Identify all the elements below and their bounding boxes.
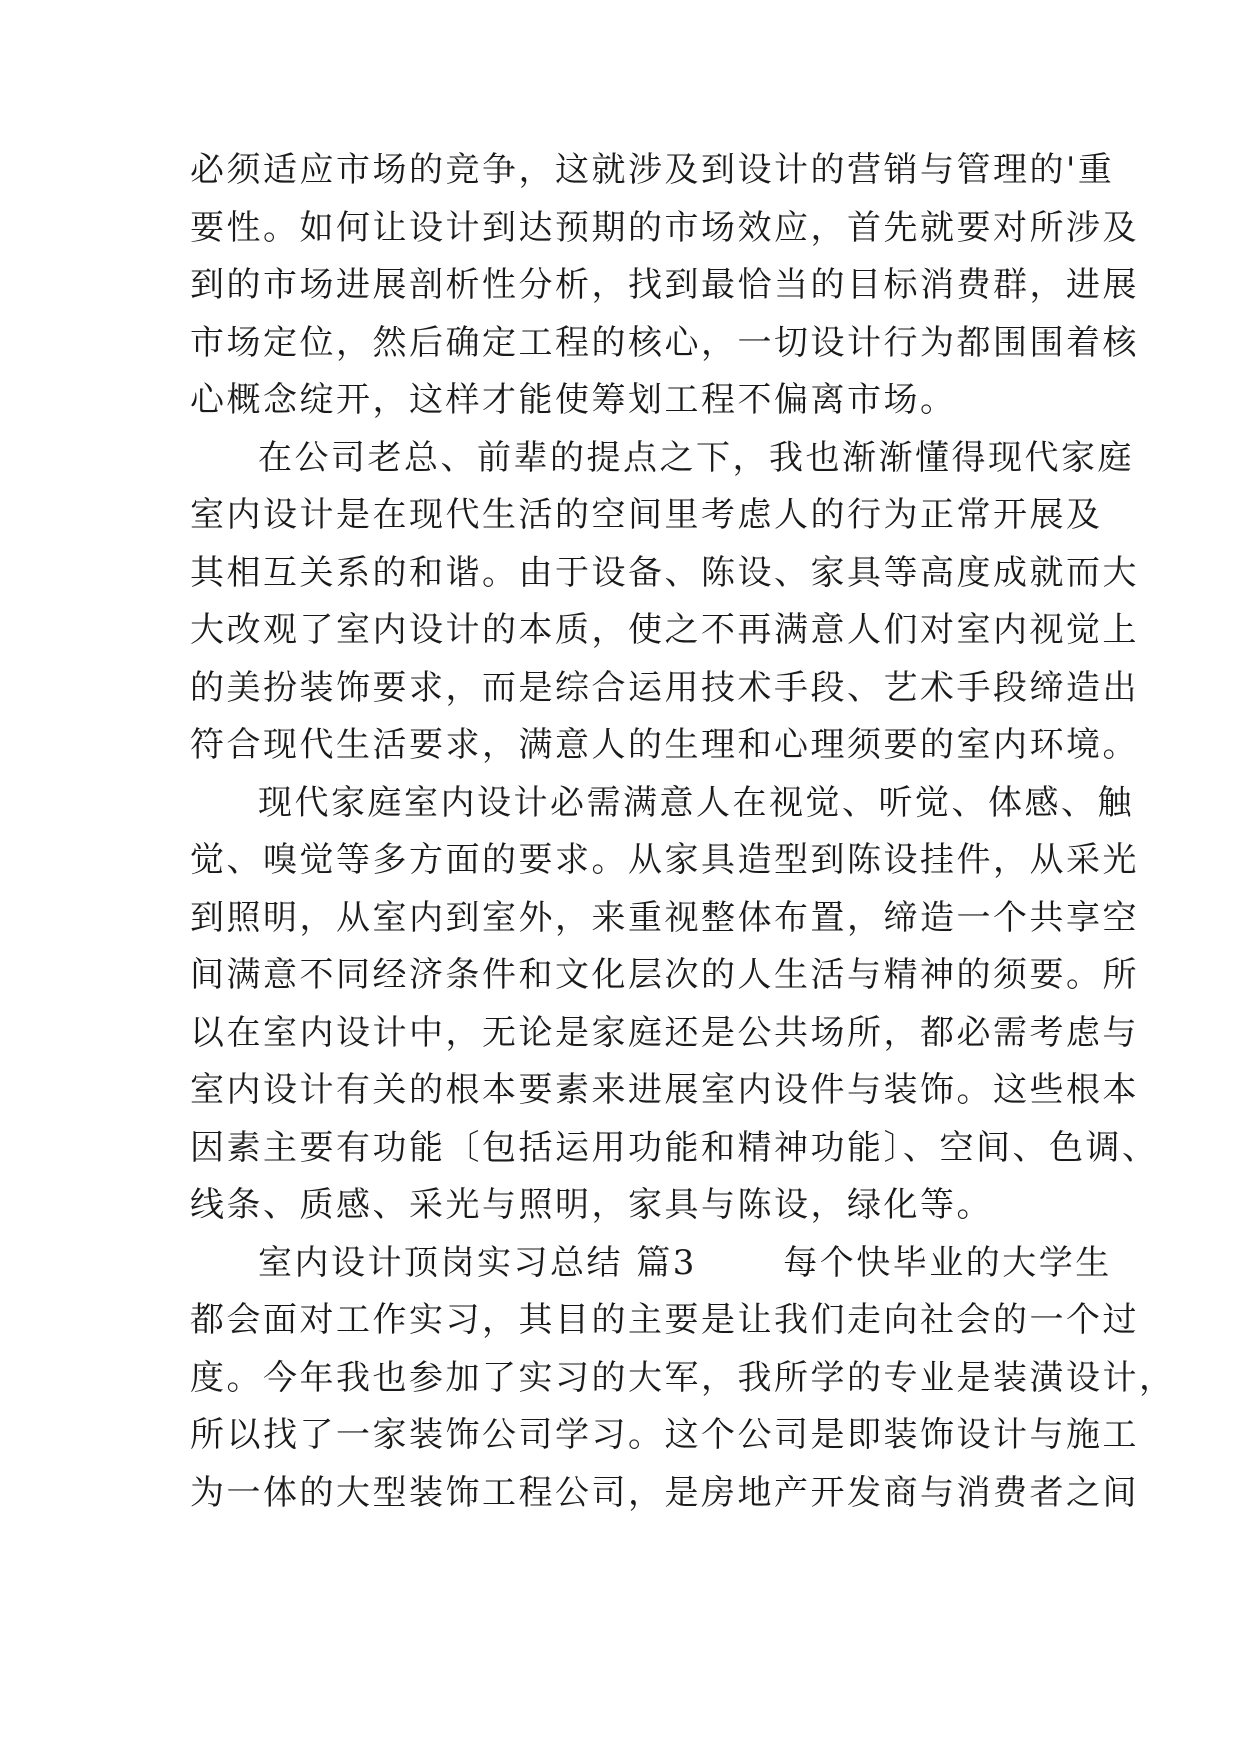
text-line: 所以找了一家装饰公司学习。这个公司是即装饰设计与施工: [190, 1415, 1139, 1455]
text-line: 室内设计有关的根本要素来进展室内设件与装饰。这些根本: [190, 1070, 1139, 1110]
text-line: 必须适应市场的竞争，这就涉及到设计的营销与管理的'重: [190, 150, 1115, 190]
text-line: 到照明，从室内到室外，来重视整体布置，缔造一个共享空: [190, 897, 1139, 938]
document-body: [190, 142, 1176, 1522]
text-line: 其相互关系的和谐。由于设备、陈设、家具等高度成就而大: [190, 552, 1139, 593]
text-line: 心概念绽开，这样才能使筹划工程不偏离市场。: [190, 380, 957, 420]
text-line: 市场定位，然后确定工程的核心，一切设计行为都围围着核: [190, 322, 1139, 363]
text-line: 符合现代生活要求，满意人的生理和心理须要的室内环境。: [190, 725, 1139, 765]
text-line: 要性。如何让设计到达预期的市场效应，首先就要对所涉及: [190, 207, 1139, 248]
text-line: 到的市场进展剖析性分析，找到最恰当的目标消费群，进展: [190, 265, 1139, 305]
text-line: 间满意不同经济条件和文化层次的人生活与精神的须要。所: [190, 955, 1139, 995]
text-line: 室内设计是在现代生活的空间里考虑人的行为正常开展及: [190, 495, 1103, 535]
text-line: 线条、质感、采光与照明，家具与陈设，绿化等。: [190, 1185, 993, 1225]
text-line: 以在室内设计中，无论是家庭还是公共场所，都必需考虑与: [190, 1012, 1139, 1053]
text-line: 因素主要有功能〔包括运用功能和精神功能〕、空间、色调、: [190, 1127, 1159, 1168]
text-line: 现代家庭室内设计必需满意人在视觉、听觉、体感、触: [258, 782, 1134, 823]
text-line: 大改观了室内设计的本质，使之不再满意人们对室内视觉上: [190, 610, 1139, 650]
text-line: 度。今年我也参加了实习的大军，我所学的专业是装潢设计，: [190, 1357, 1176, 1398]
text-line: 在公司老总、前辈的提点之下，我也渐渐懂得现代家庭: [258, 437, 1134, 478]
text-line: 的美扮装饰要求，而是综合运用技术手段、艺术手段缔造出: [190, 667, 1139, 708]
text-line: 为一体的大型装饰工程公司，是房地产开发商与消费者之间: [190, 1472, 1139, 1513]
text-line: 都会面对工作实习，其目的主要是让我们走向社会的一个过: [190, 1300, 1139, 1340]
text-line: 室内设计顶岗实习总结 篇3 每个快毕业的大学生: [258, 1242, 1112, 1283]
text-line: 觉、嗅觉等多方面的要求。从家具造型到陈设挂件，从采光: [190, 840, 1139, 880]
